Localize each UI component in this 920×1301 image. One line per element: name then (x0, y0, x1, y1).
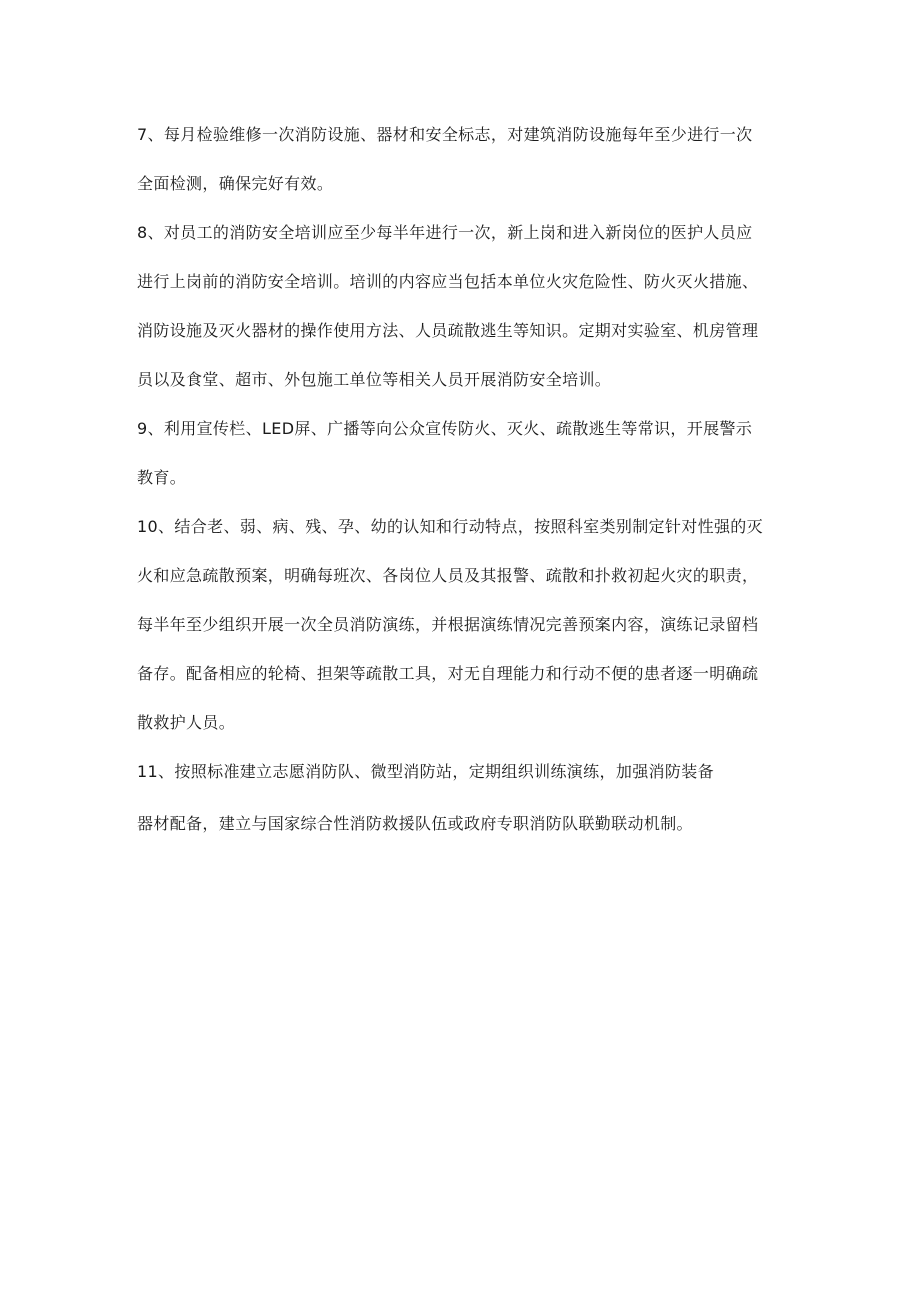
item-11-line-2: 器材配备，建立与国家综合性消防救援队伍或政府专职消防队联勤联动机制。 (137, 814, 693, 833)
item-9-line-2: 教育。 (137, 468, 187, 487)
item-8-line-2: 进行上岗前的消防安全培训。培训的内容应当包括本单位火灾危险性、防火灭火措施、 (137, 272, 759, 291)
item-10-line-4: 备存。配备相应的轮椅、担架等疏散工具，对无自理能力和行动不便的患者逐一明确疏 (137, 664, 759, 683)
item-7-line-1: 7、每月检验维修一次消防设施、器材和安全标志，对建筑消防设施每年至少进行一次 (137, 125, 753, 144)
item-8-line-4: 员以及食堂、超市、外包施工单位等相关人员开展消防安全培训。 (137, 370, 612, 389)
item-8-line-1: 8、对员工的消防安全培训应至少每半年进行一次，新上岗和进入新岗位的医护人员应 (137, 223, 753, 242)
item-9-line-1: 9、利用宣传栏、LED屏、广播等向公众宣传防火、灭火、疏散逃生等常识，开展警示 (137, 419, 753, 438)
item-10-line-3: 每半年至少组织开展一次全员消防演练，并根据演练情况完善预案内容，演练记录留档 (137, 615, 759, 634)
item-8-line-3: 消防设施及灭火器材的操作使用方法、人员疏散逃生等知识。定期对实验室、机房管理 (137, 321, 759, 340)
item-10-line-2: 火和应急疏散预案，明确每班次、各岗位人员及其报警、疏散和扑救初起火灾的职责， (137, 566, 759, 585)
item-10-line-1: 10、结合老、弱、病、残、孕、幼的认知和行动特点，按照科室类别制定针对性强的灭 (137, 517, 764, 536)
item-11-line-1: 11、按照标准建立志愿消防队、微型消防站，定期组织训练演练，加强消防装备 (137, 762, 714, 781)
item-10-line-5: 散救护人员。 (137, 713, 236, 732)
item-7-line-2: 全面检测，确保完好有效。 (137, 174, 334, 193)
